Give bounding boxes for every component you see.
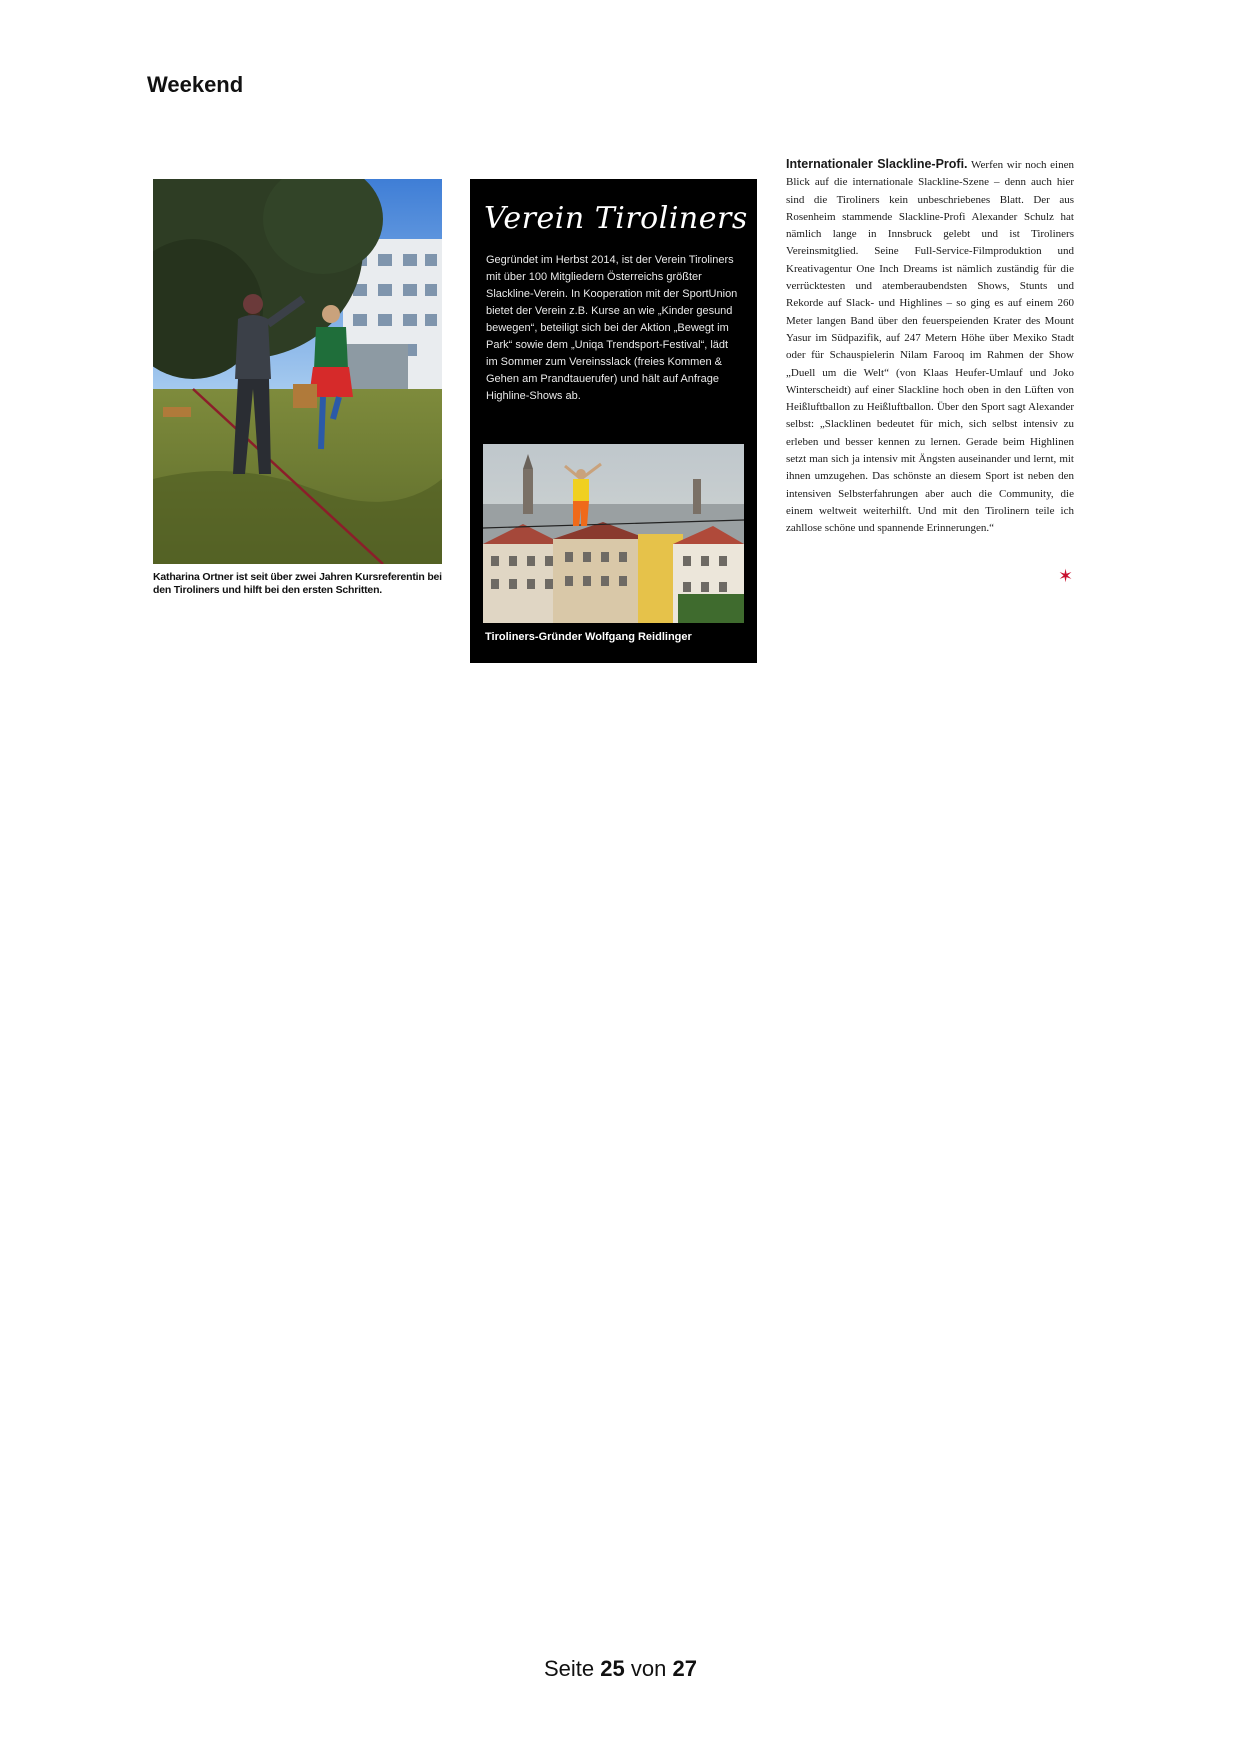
verein-tiroliners-box: [470, 179, 757, 663]
park-photo-illustration: [153, 179, 442, 564]
highline-city-photo: [483, 444, 744, 623]
page-footer: [0, 1656, 1241, 1682]
box-title: Verein Tiroliners: [484, 201, 748, 236]
footer-middle: von: [630, 1656, 667, 1681]
page-header-title: Weekend: [147, 72, 244, 97]
box-photo-caption: Tiroliners-Gründer Wolfgang Reidlinger: [485, 631, 692, 643]
box-text: Gegründet im Herbst 2014, ist der Verein Tiroliners mit über 100 Mitgliedern Österreichs größter Slackline-Verein. In Kooperation mit der SportUnion bietet der Verein z.B. Kurse an wie „Kinder gesund bewegen“, beteiligt sich bei der Aktion „Bewegt im Park“ sowie dem „Uniqa Trendsport-Festival“, lädt im Sommer zum Vereinsslack (freies Kommen & Gehen am Prandtauerufer) und hält auf Anfrage Highline-Shows ab.: [486, 254, 738, 402]
article-end-star-icon: ✶: [1058, 566, 1074, 587]
city-photo-illustration: [483, 444, 744, 623]
footer-prefix: Seite: [544, 1656, 595, 1681]
footer-total-pages: 27: [672, 1656, 697, 1681]
article-lead: Internationaler Slackline-Profi.: [786, 157, 968, 171]
article-slackline-profi: [786, 156, 1074, 538]
article-body: Werfen wir noch einen Blick auf die internationale Slackline-Szene – denn auch hier sind die Tiroliners kein unbeschriebenes Blatt. Der aus Rosenheim stammende Slackline-Profi Alexander Schulz hat nämlich lange in Innsbruck gelebt und ist Tiroliners Vereinsmitglied. Seine Full-Service-Filmproduktion und Kreativagentur One Inch Dreams ist nämlich zuständig für die verrücktesten und atemberaubendsten Shows, Stunts und Rekorde auf Slack- und Highlines – so ging es auf einem 260 Meter langen Band über den feuerspeienden Krater des Mount Yasur im Südpazifik, auf 247 Metern Höhe über Mexiko Stadt oder für Schauspielerin Nilam Farooq im Rahmen der Show „Duell um die Welt“ (von Klaas Heufer-Umlauf und Joko Winterscheidt) auf einer Slackline hoch oben in den Lüften von Heißluftballon zu Heißluftballon. Über den Sport sagt Alexander selbst: „Slacklinen bedeutet für mich, sich selbst intensiv zu erleben und besser kennen zu lernen. Gerade beim Highlinen setzt man sich ja intensiv mit Ängsten auseinander und lernt, mit ihnen umzugehen. Das schönste an diesem Sport ist neben den intensiven Selbsterfahrungen aber auch die Community, die einem weltweit weiterhilft. Und mit den Tirolinern teile ich zahllose schöne und spannende Erinnerungen.“: [786, 159, 1074, 535]
slackline-park-photo: [153, 179, 442, 564]
photo-caption-ortner: Katharina Ortner ist seit über zwei Jahren Kursreferentin bei den Tiroliners und hilft bei den ersten Schritten.: [153, 571, 442, 596]
footer-page-number: 25: [600, 1656, 625, 1681]
